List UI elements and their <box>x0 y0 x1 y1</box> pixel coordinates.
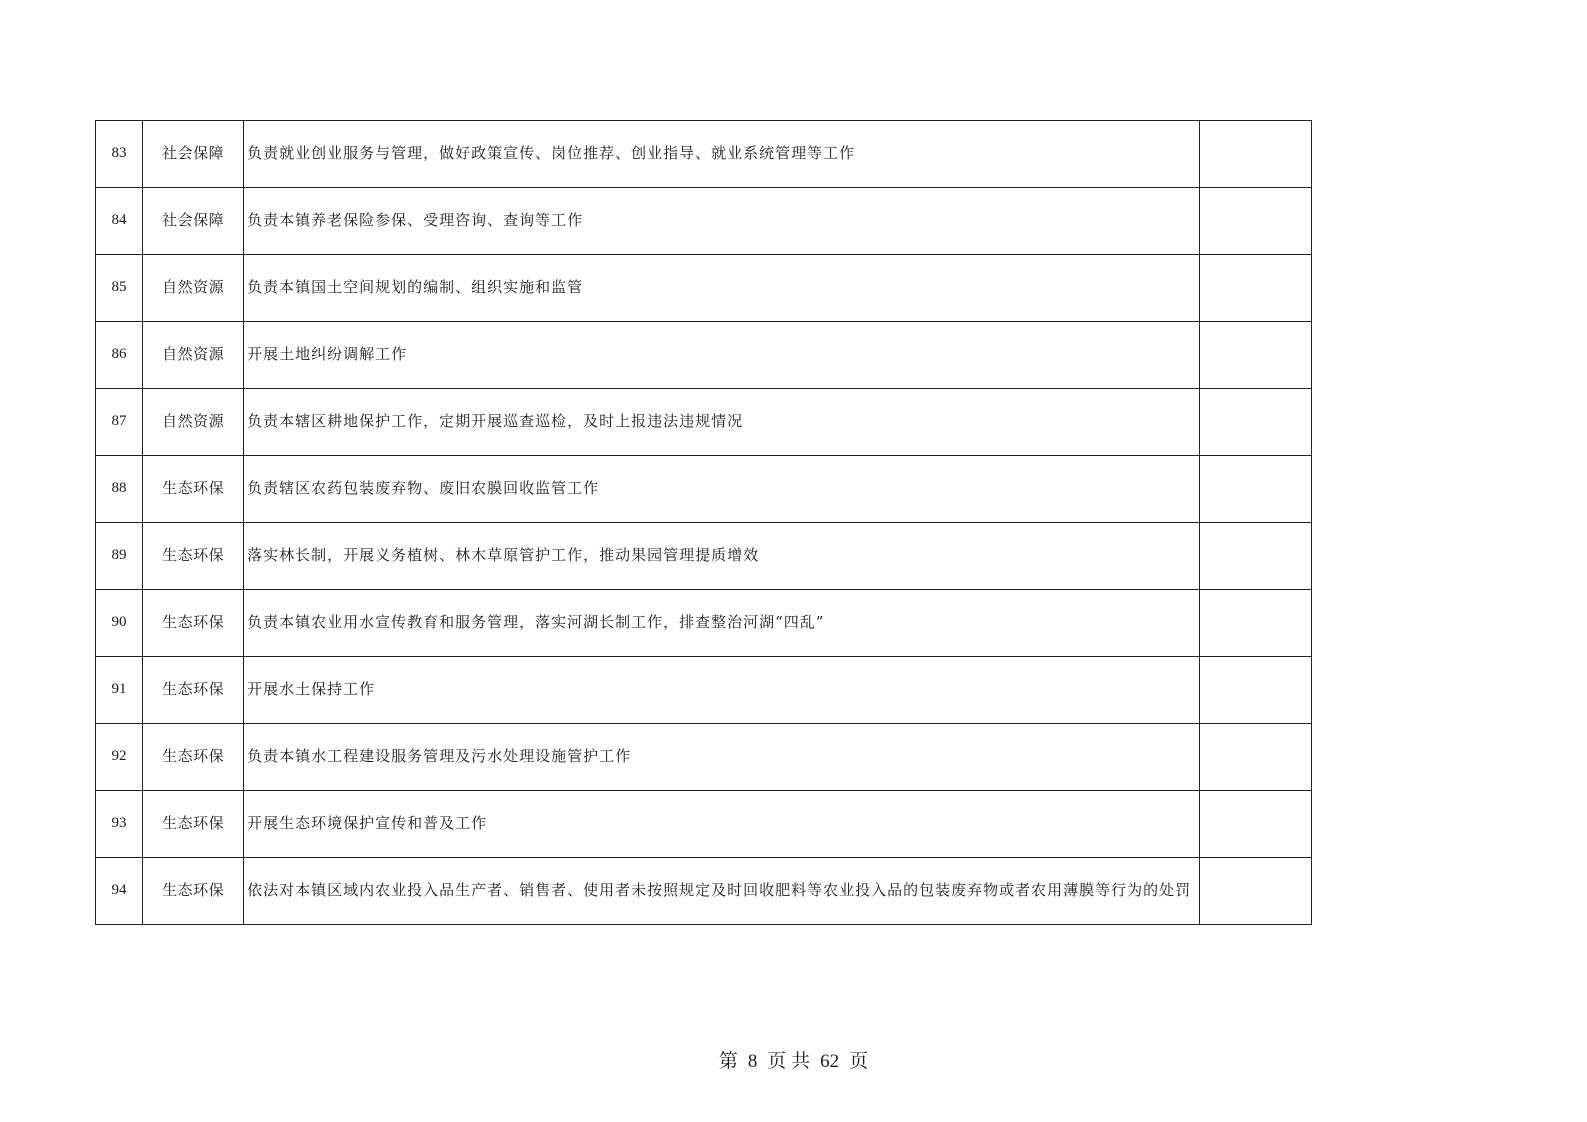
duty-table <box>95 120 1312 925</box>
row-description: 负责就业创业服务与管理，做好政策宣传、岗位推荐、创业指导、就业系统管理等工作 <box>244 121 1200 188</box>
row-number: 86 <box>96 322 143 389</box>
row-description: 开展土地纠纷调解工作 <box>244 322 1200 389</box>
row-description: 负责本镇国土空间规划的编制、组织实施和监管 <box>244 255 1200 322</box>
row-note <box>1199 188 1311 255</box>
row-category: 自然资源 <box>143 389 244 456</box>
row-description: 开展水土保持工作 <box>244 657 1200 724</box>
row-description: 负责本镇农业用水宣传教育和服务管理，落实河湖长制工作，排查整治河湖“四乱” <box>244 590 1200 657</box>
row-number: 85 <box>96 255 143 322</box>
table-row <box>96 389 1312 456</box>
row-description: 落实林长制，开展义务植树、林木草原管护工作，推动果园管理提质增效 <box>244 523 1200 590</box>
row-note <box>1199 724 1311 791</box>
footer-middle: 页 共 <box>767 1051 811 1072</box>
table-row <box>96 121 1312 188</box>
row-description: 负责辖区农药包装废弃物、废旧农膜回收监管工作 <box>244 456 1200 523</box>
row-category: 生态环保 <box>143 858 244 925</box>
row-category: 生态环保 <box>143 791 244 858</box>
row-note <box>1199 657 1311 724</box>
table-row <box>96 255 1312 322</box>
row-category: 生态环保 <box>143 590 244 657</box>
row-category: 社会保障 <box>143 121 244 188</box>
table-row <box>96 188 1312 255</box>
row-number: 92 <box>96 724 143 791</box>
row-category: 自然资源 <box>143 255 244 322</box>
row-number: 94 <box>96 858 143 925</box>
table-row <box>96 322 1312 389</box>
row-note <box>1199 121 1311 188</box>
footer-prefix: 第 <box>718 1051 738 1072</box>
table-row <box>96 523 1312 590</box>
row-number: 87 <box>96 389 143 456</box>
row-number: 89 <box>96 523 143 590</box>
row-category: 自然资源 <box>143 322 244 389</box>
row-category: 生态环保 <box>143 724 244 791</box>
footer-suffix: 页 <box>849 1051 869 1072</box>
row-number: 84 <box>96 188 143 255</box>
row-note <box>1199 322 1311 389</box>
row-number: 83 <box>96 121 143 188</box>
row-note <box>1199 791 1311 858</box>
row-number: 91 <box>96 657 143 724</box>
row-category: 社会保障 <box>143 188 244 255</box>
table-row <box>96 590 1312 657</box>
footer-current-page: 8 <box>747 1051 758 1072</box>
row-note <box>1199 523 1311 590</box>
row-number: 90 <box>96 590 143 657</box>
row-note <box>1199 590 1311 657</box>
table-row <box>96 657 1312 724</box>
row-note <box>1199 389 1311 456</box>
duty-table-body <box>96 121 1312 925</box>
footer-total-pages: 62 <box>820 1051 840 1072</box>
row-category: 生态环保 <box>143 523 244 590</box>
table-row <box>96 791 1312 858</box>
table-row <box>96 858 1312 925</box>
row-number: 88 <box>96 456 143 523</box>
row-description: 依法对本镇区域内农业投入品生产者、销售者、使用者未按照规定及时回收肥料等农业投入品的包装废弃物或者农用薄膜等行为的处罚 <box>244 858 1200 925</box>
table-row <box>96 456 1312 523</box>
row-note <box>1199 858 1311 925</box>
row-description: 负责本辖区耕地保护工作，定期开展巡查巡检，及时上报违法违规情况 <box>244 389 1200 456</box>
row-description: 负责本镇水工程建设服务管理及污水处理设施管护工作 <box>244 724 1200 791</box>
row-description: 开展生态环境保护宣传和普及工作 <box>244 791 1200 858</box>
row-number: 93 <box>96 791 143 858</box>
row-note <box>1199 255 1311 322</box>
table-row <box>96 724 1312 791</box>
row-note <box>1199 456 1311 523</box>
page-footer <box>0 1046 1587 1073</box>
row-description: 负责本镇养老保险参保、受理咨询、查询等工作 <box>244 188 1200 255</box>
row-category: 生态环保 <box>143 456 244 523</box>
row-category: 生态环保 <box>143 657 244 724</box>
